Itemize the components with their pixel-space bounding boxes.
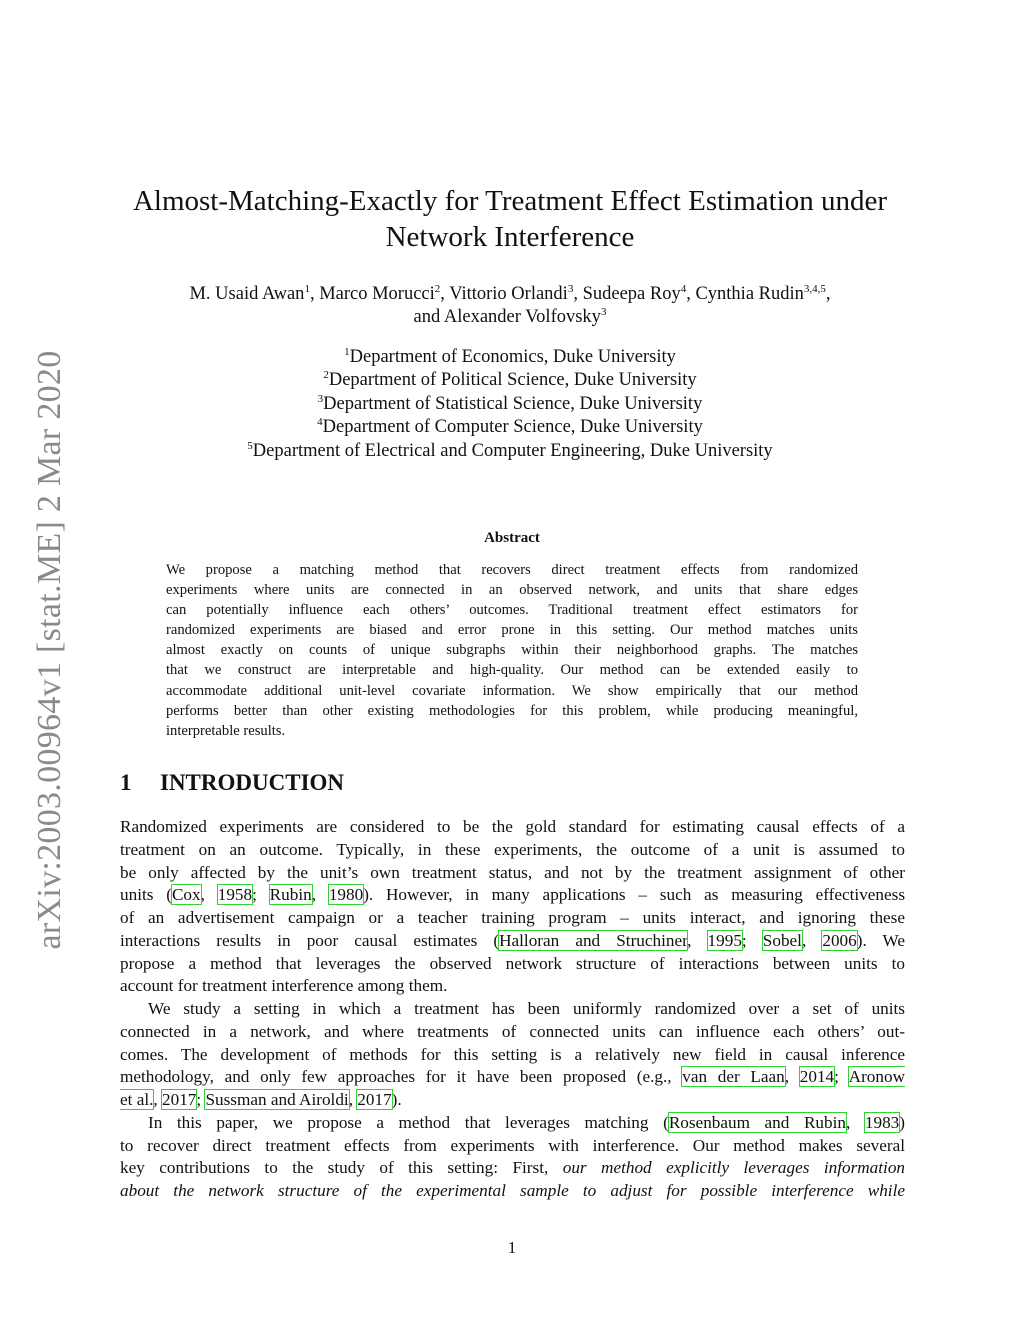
author-sup: 2 [434,283,441,295]
body-line: et al., 2017; Sussman and Airoldi, 2017). [120,1090,402,1109]
author-list [110,283,910,329]
body-line: key contributions to the study of this setting: First, our method explicitly leverages information [120,1158,905,1178]
author-sup: 3 [600,306,607,318]
author-name: M. Usaid Awan [189,284,305,304]
body-line: We study a setting in which a treatment has been uniformly randomized over a set of units [148,999,905,1018]
body-line: interactions results in poor causal estimates (Halloran and Struchiner, 1995; Sobel, 2006). We [120,930,905,950]
section-number: 1 [120,770,132,795]
abstract-line: performs better than other existing methodologies for this problem, while producing meaningful, [166,702,858,719]
affiliation: $^5$Department of Electrical and Computer Engineering, Duke University [247,439,773,461]
author-line-1: M. Usaid Awan$^1$, Marco Morucci$^2$, Vittorio Orlandi$^3$, Sudeepa Roy$^4$, Cynthia Rudin$^{3,4,5}$, [189,283,831,304]
body-line: Randomized experiments are considered to be the gold standard for estimating causal effects of a [120,817,905,836]
abstract-line: accommodate additional unit-level covariate information. We show empirically that our method [166,682,858,699]
citation-link[interactable]: 1958 [217,885,253,905]
citation-link[interactable]: et al. [120,1090,154,1109]
citation-link[interactable]: Cox [171,885,201,905]
abstract-line: experiments where units are connected in an observed network, and units that share edges [166,582,858,599]
author-name: Sudeepa Roy [582,284,681,304]
body-line: propose a method that leverages the observed network structure of interactions between units to [120,953,905,973]
abstract-heading: Abstract [484,530,540,546]
section-title: INTRODUCTION [160,770,345,795]
affiliation: $^4$Department of Computer Science, Duke University [317,416,703,438]
author-sup: 3 [567,283,574,295]
citation-link[interactable]: Aronow [848,1067,905,1087]
abstract-line: that we construct are interpretable and high-quality. Our method can be extended easily to [166,662,858,679]
citation-link[interactable]: 2017 [162,1090,197,1109]
affiliation-list [110,346,910,463]
abstract-line: interpretable results. [166,722,286,739]
body-text [120,816,905,1203]
arxiv-stamp-text: arXiv:2003.00964v1 [stat.ME] 2 Mar 2020 [31,350,68,950]
body-line: of an advertisement campaign or a teacher training program – units interact, and ignoring these [120,908,905,927]
author-sup: 3,4,5 [803,283,826,295]
citation-link[interactable]: Sobel [762,930,802,950]
title-line-2: Network Interference [385,221,635,253]
body-line: be only affected by the unit’s own treatment status, and not by the treatment assignment of other [120,862,905,882]
arxiv-stamp [28,350,72,950]
author-sup: 1 [304,283,310,295]
abstract-line: can potentially influence each others’ outcomes. Traditional treatment effect estimators for [166,602,858,619]
page-number: 1 [507,1238,517,1257]
body-line: about the network structure of the experimental sample to adjust for possible interference while [120,1181,905,1200]
body-line: In this paper, we propose a method that leverages matching (Rosenbaum and Rubin, 1983) [148,1112,905,1132]
body-line: connected in a network, and where treatments of connected units can influence each others’ out- [120,1021,905,1041]
author-name: Marco Morucci [319,284,435,304]
citation-link[interactable]: 2014 [799,1067,835,1087]
author-name: and Alexander Volfovsky [413,307,601,327]
citation-link[interactable]: 2017 [357,1090,392,1109]
citation-link[interactable]: 1980 [328,885,364,905]
abstract-line: We propose a matching method that recovers direct treatment effects from randomized [166,562,858,578]
body-line: comes. The development of methods for this setting is a relatively new field in causal inference [120,1044,905,1064]
body-line: to recover direct treatment effects from experiments with interference. Our method makes several [120,1135,905,1155]
citation-link[interactable]: van der Laan [682,1067,785,1087]
citation-link[interactable]: Rubin [269,885,312,905]
title-line-1: Almost-Matching-Exactly for Treatment Effect Estimation under [132,185,888,217]
body-line: account for treatment interference among them. [120,976,448,996]
affiliation: $^1$Department of Economics, Duke University [344,346,676,367]
section-heading [120,770,344,796]
abstract-body [166,560,858,741]
affiliation: $^2$Department of Political Science, Duke University [323,369,697,391]
citation-link[interactable]: Rosenbaum and Rubin [668,1112,846,1132]
affiliation: $^3$Department of Statistical Science, Duke University [317,392,703,414]
author-sup: 4 [680,283,687,295]
citation-link[interactable]: Halloran and Struchiner [499,930,688,950]
author-line-2 [110,306,910,329]
abstract-line: almost exactly on counts of unique subgraphs within their neighborhood graphs. The matches [166,642,858,659]
citation-link[interactable]: 1983 [864,1112,900,1132]
body-line: units (Cox, 1958; Rubin, 1980). However, in many applications – such as measuring effectiveness [120,885,905,905]
abstract-line: randomized experiments are biased and error prone in this setting. Our method matches units [166,622,858,639]
body-line: methodology, and only few approaches for it have been proposed (e.g., van der Laan, 2014; Aronow [120,1067,905,1087]
paper-title [110,183,910,255]
body-line: treatment on an outcome. Typically, in these experiments, the outcome of a unit is assumed to [120,839,905,859]
citation-link[interactable]: Sussman and Airoldi [205,1090,349,1109]
author-name: Cynthia Rudin [695,284,804,304]
citation-link[interactable]: 2006 [822,930,857,950]
citation-link[interactable]: 1995 [707,930,742,950]
author-name: Vittorio Orlandi [449,284,568,304]
